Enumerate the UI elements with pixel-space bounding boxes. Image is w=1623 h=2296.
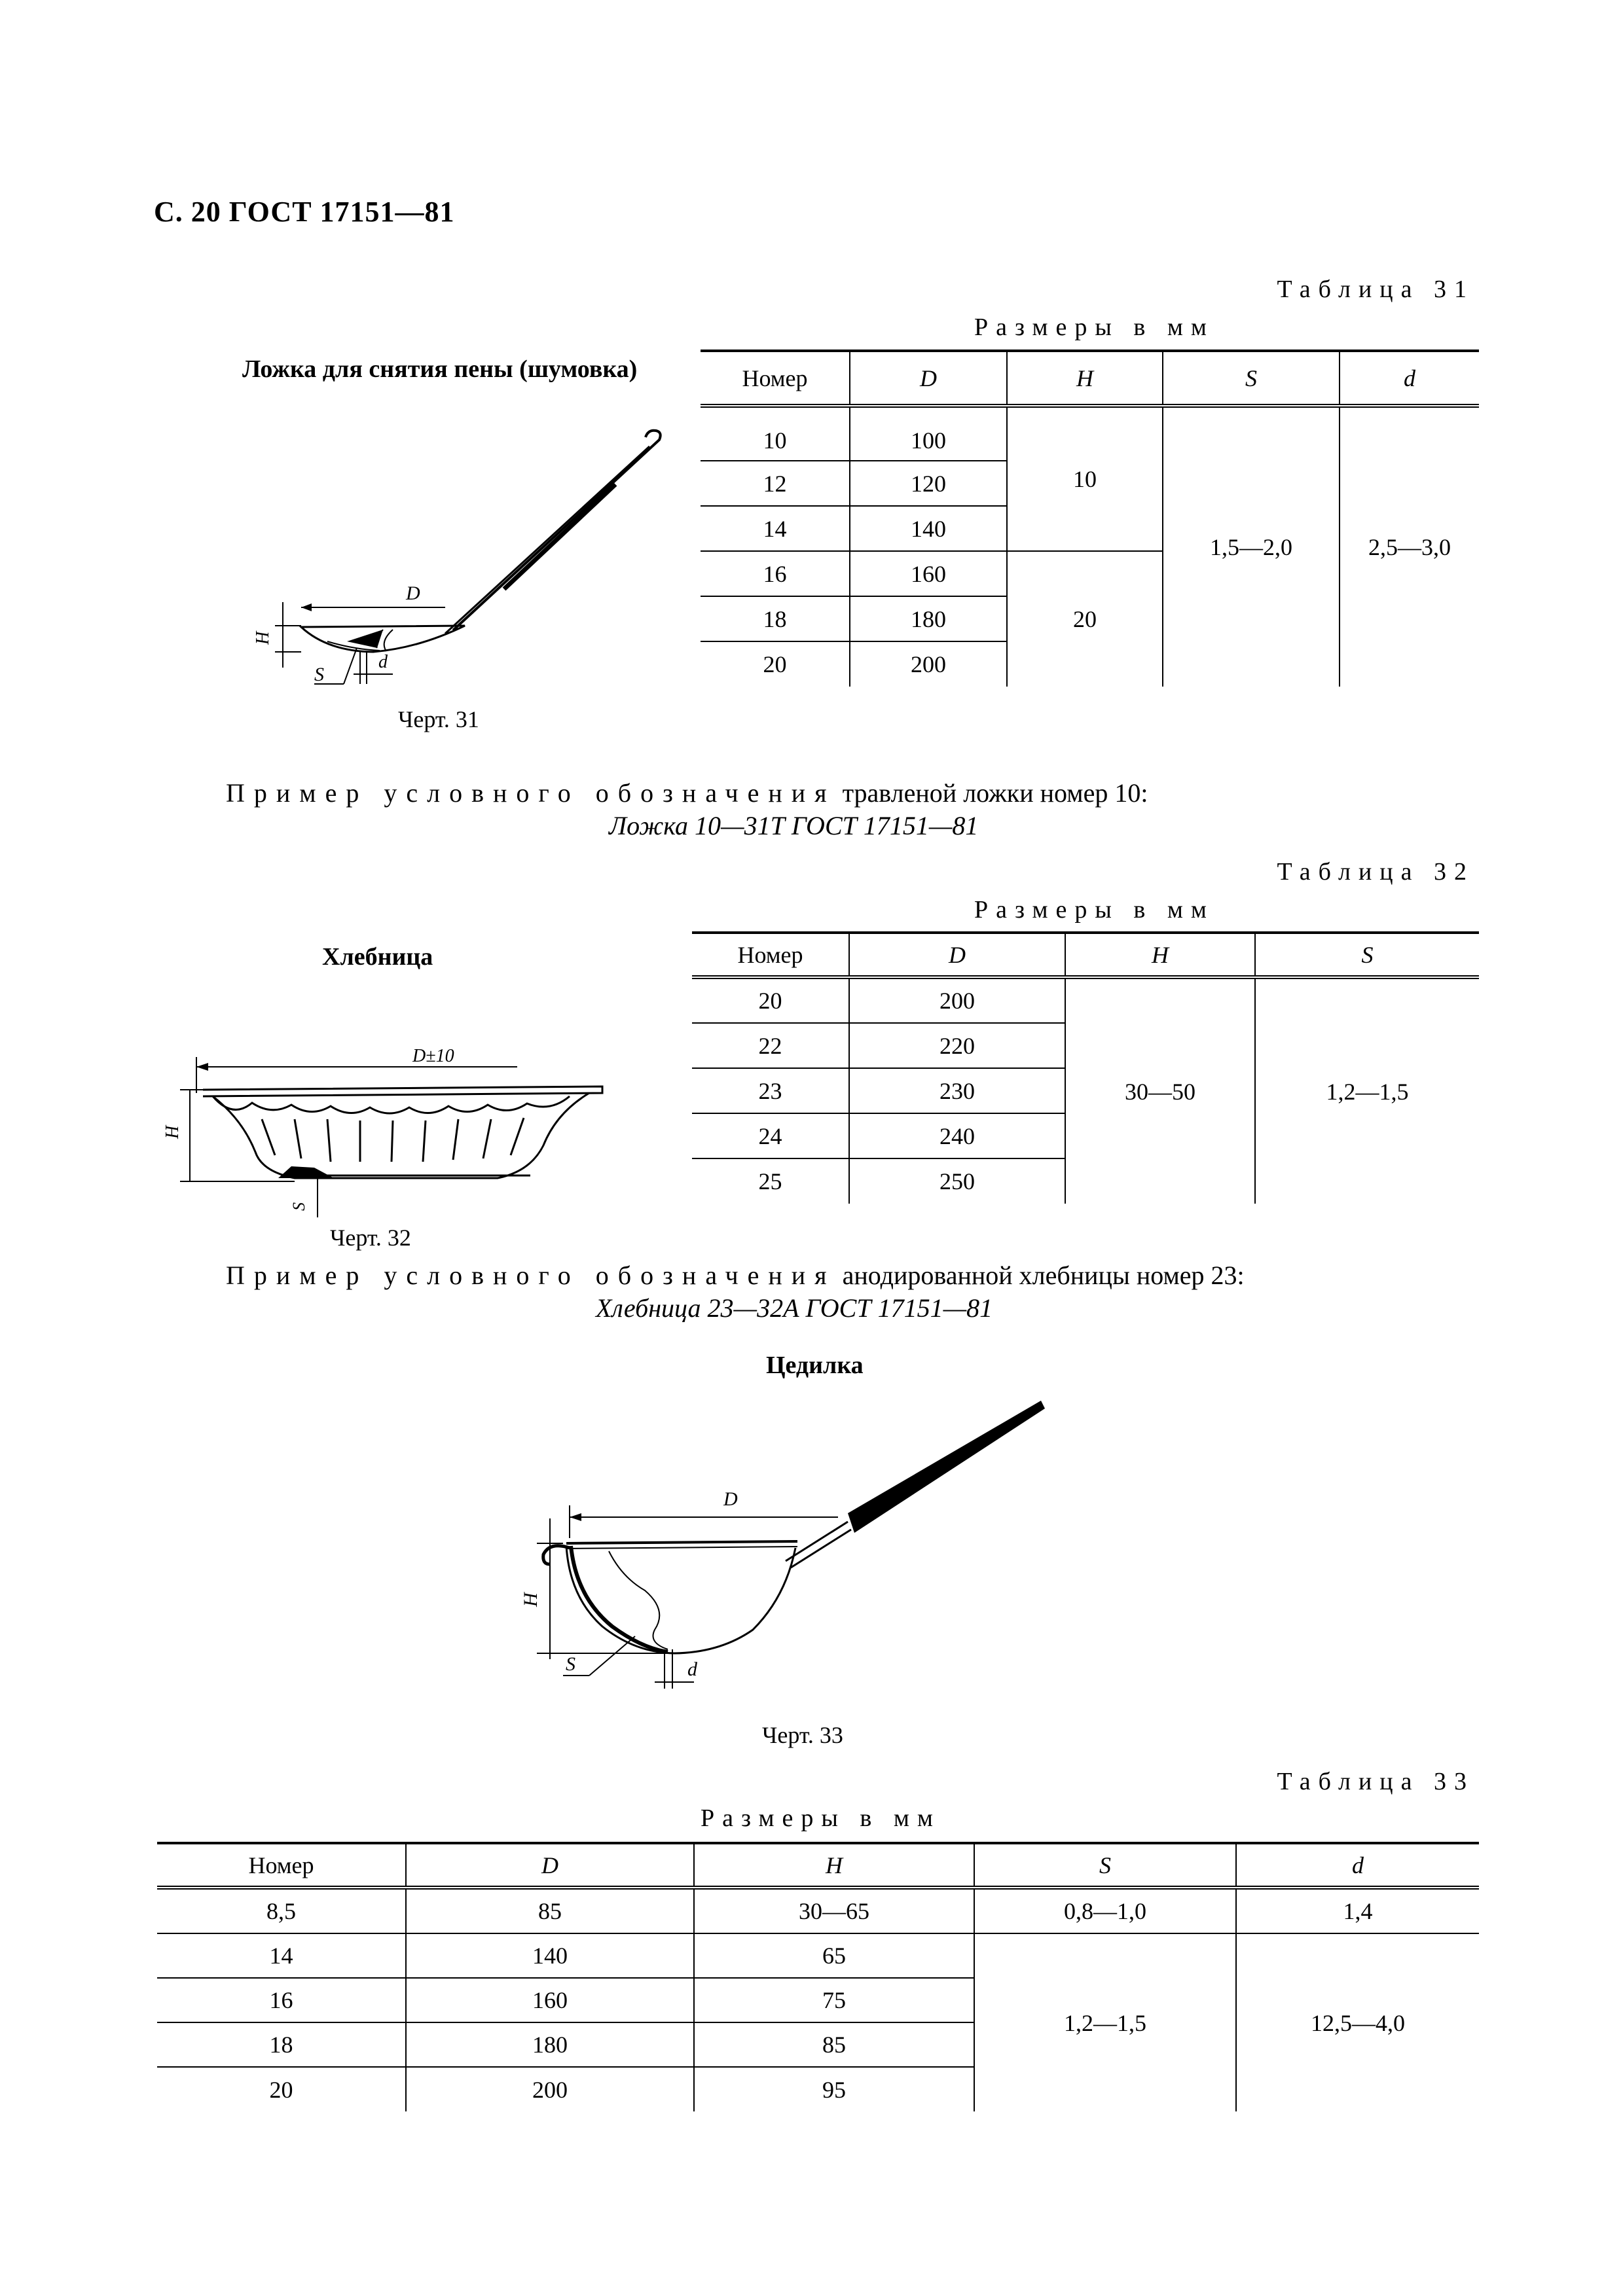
table-row-number: 14 (763, 515, 787, 542)
strainer-title: Цедилка (766, 1352, 864, 1379)
table-cell-d: 220 (849, 1023, 1065, 1068)
table-cell-d: 85 (406, 1888, 694, 1933)
t32-header-number: Номер (692, 933, 849, 977)
table-row-number: 22 (758, 1032, 782, 1059)
table-row-number: 16 (269, 1987, 293, 2013)
t33-d-value: 12,5—4,0 (1236, 1933, 1479, 2111)
t33-header-d-small: d (1236, 1843, 1479, 1888)
table-cell-d: 200 (406, 2067, 694, 2111)
strainer-label-s: S (566, 1653, 575, 1675)
table-33-units: Размеры в мм (701, 1804, 941, 1832)
skimmer-label-d: D (406, 583, 420, 604)
table-32-item-title: Хлебница (322, 943, 433, 971)
table-row-number: 20 (763, 651, 787, 677)
t31-d-value: 2,5—3,0 (1340, 406, 1479, 687)
table-cell-h: 75 (694, 1978, 974, 2022)
example-2-text: анодированной хлебницы номер 23: (835, 1261, 1245, 1290)
table-cell-d: 200 (849, 977, 1065, 1023)
table-cell-d: 240 (849, 1113, 1065, 1158)
t31-header-d: D (850, 351, 1007, 406)
table-cell-d: 120 (850, 461, 1007, 506)
strainer-label-d: D (723, 1488, 738, 1510)
example-1-line (226, 778, 1148, 808)
t33-header-number: Номер (157, 1843, 406, 1888)
t33-header-s: S (974, 1843, 1236, 1888)
strainer-drawing (498, 1401, 1087, 1708)
table-row-number: 14 (269, 1943, 293, 1969)
skimmer-label-s: S (314, 664, 324, 685)
t32-h-value: 30—50 (1065, 977, 1255, 1204)
t31-header-h: H (1007, 351, 1163, 406)
table-33 (157, 1842, 1479, 2111)
table-32-caption: Таблица 32 (1277, 858, 1474, 886)
example-2-label: Пример условного обозначения (226, 1261, 836, 1290)
figure-33-caption: Черт. 33 (762, 1722, 843, 1748)
basket-label-h: H (162, 1125, 183, 1139)
table-cell-h: 30—65 (694, 1888, 974, 1933)
skimmer-drawing (249, 425, 694, 700)
table-cell-d: 160 (850, 551, 1007, 596)
table-row-number: 24 (758, 1122, 782, 1149)
t31-s-value: 1,5—2,0 (1163, 406, 1340, 687)
table-31-item-title: Ложка для снятия пены (шумовка) (242, 355, 638, 383)
example-2-line (226, 1260, 1245, 1291)
t31-header-number: Номер (701, 351, 850, 406)
table-cell-h: 65 (694, 1933, 974, 1978)
basket-label-s: S (289, 1202, 308, 1211)
table-32-units: Размеры в мм (974, 896, 1214, 924)
example-1-label: Пример условного обозначения (226, 778, 836, 808)
t33-header-d: D (406, 1843, 694, 1888)
table-row-number: 12 (763, 470, 787, 497)
table-cell-h: 85 (694, 2022, 974, 2067)
table-row-number: 20 (269, 2076, 293, 2103)
t33-s-value: 1,2—1,5 (974, 1933, 1236, 2111)
bread-basket-drawing (164, 1021, 622, 1217)
example-1-designation: Ложка 10—31Т ГОСТ 17151—81 (609, 811, 979, 840)
t32-header-d: D (849, 933, 1065, 977)
table-32 (692, 931, 1479, 1204)
example-1-text: травленой ложки номер 10: (835, 778, 1148, 808)
table-cell-d: 250 (849, 1158, 1065, 1204)
table-cell-d: 230 (849, 1068, 1065, 1113)
table-cell-d: 140 (406, 1933, 694, 1978)
t33-header-h: H (694, 1843, 974, 1888)
table-cell-d: 160 (406, 1978, 694, 2022)
table-row-number: 25 (758, 1168, 782, 1194)
page-header: С. 20 ГОСТ 17151—81 (154, 196, 455, 228)
table-row-number: 23 (758, 1077, 782, 1104)
t32-header-s: S (1255, 933, 1479, 977)
table-row-number: 8,5 (266, 1898, 296, 1924)
table-31 (701, 350, 1479, 687)
t31-h-group-2: 20 (1007, 551, 1163, 687)
t31-h-group-1: 10 (1007, 406, 1163, 551)
skimmer-label-d-small: d (378, 652, 388, 672)
table-33-caption: Таблица 33 (1277, 1768, 1474, 1795)
t31-header-d-small: d (1340, 351, 1479, 406)
figure-32-caption: Черт. 32 (330, 1225, 411, 1251)
table-cell-d: 180 (406, 2022, 694, 2067)
table-row-number: 18 (763, 605, 787, 632)
table-row-number: 20 (758, 988, 782, 1014)
t32-s-value: 1,2—1,5 (1255, 977, 1479, 1204)
skimmer-label-h: H (253, 631, 273, 645)
t31-header-s: S (1163, 351, 1340, 406)
table-cell-d: 140 (850, 506, 1007, 551)
table-row-number: 10 (763, 427, 787, 454)
table-31-caption: Таблица 31 (1277, 276, 1474, 303)
table-cell-d-small: 1,4 (1236, 1888, 1479, 1933)
table-cell-d: 180 (850, 596, 1007, 641)
strainer-label-h: H (520, 1592, 541, 1607)
table-row-number: 16 (763, 560, 787, 587)
table-cell-s: 0,8—1,0 (974, 1888, 1236, 1933)
t32-header-h: H (1065, 933, 1255, 977)
table-cell-d: 100 (850, 406, 1007, 461)
table-cell-h: 95 (694, 2067, 974, 2111)
figure-31-caption: Черт. 31 (398, 706, 479, 732)
basket-label-d: D±10 (412, 1046, 454, 1066)
table-31-units: Размеры в мм (974, 314, 1214, 341)
table-cell-d: 200 (850, 641, 1007, 687)
example-2-designation: Хлебница 23—32А ГОСТ 17151—81 (596, 1293, 993, 1323)
table-row-number: 18 (269, 2032, 293, 2058)
strainer-label-d-small: d (687, 1659, 697, 1680)
